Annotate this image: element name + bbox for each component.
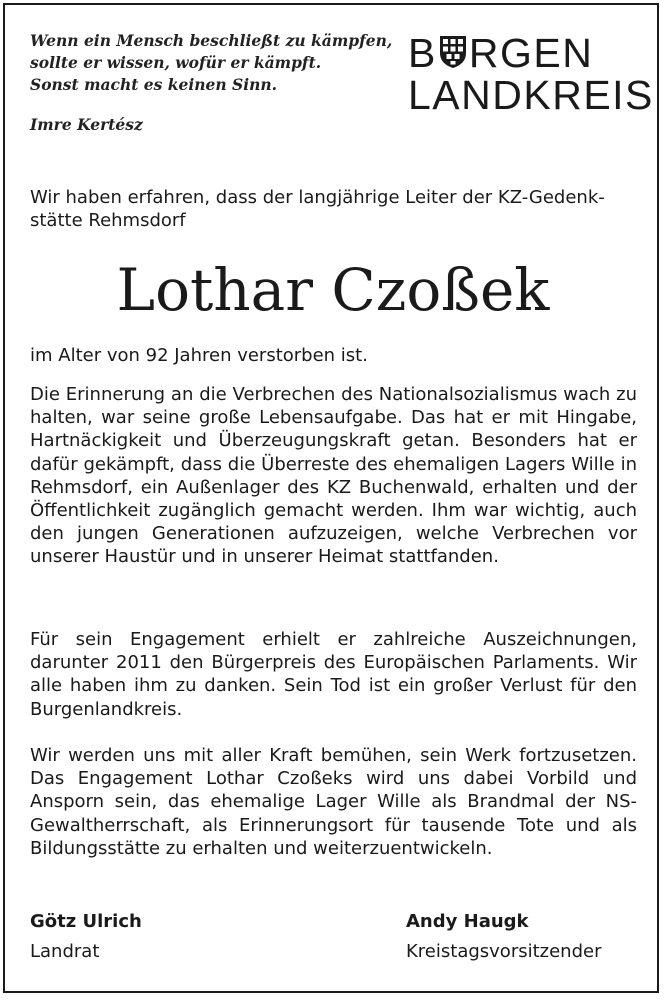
quote-line: Wenn ein Mensch beschließt zu kämpfen, (30, 31, 393, 50)
intro-line: stätte Rehmsdorf (30, 210, 186, 232)
paragraph-legacy: Die Erinnerung an die Verbrechen des Nationalsozialismus wach zu halten, war seine große Lebensaufgabe. Das hat er mit Hingabe, Hartnäckigkeit und Überzeugungskraft getan. Besonders hat er dafür gekämpft, dass die Überreste des ehemaligen Lagers Wille in Rehmsdorf, ein Außenlager des KZ Buchenwald, erhalten und der Öffentlichkeit zugänglich gemacht werden. Ihm war wichtig, auch den jungen Generationen aufzuzeigen, welche Verbrechen vor unserer Haustür und in unserer Heimat stattfanden. (30, 384, 637, 568)
logo-line-2: LANDKREIS (408, 72, 654, 118)
paragraph-awards: Für sein Engagement erhielt er zahlreiche Auszeichnungen, darunter 2011 den Bürgerpreis des Europäischen Parlaments. Wir alle haben ihm zu danken. Sein Tod ist ein großer Verlust für den Burgenlandkreis. (30, 629, 637, 720)
signatory-name: Andy Haugk (406, 911, 529, 932)
coat-of-arms-icon (439, 35, 467, 69)
quote-line: sollte er wissen, wofür er kämpft. (30, 53, 322, 72)
quote-line: Sonst macht es keinen Sinn. (30, 75, 278, 94)
paragraph-commitment: Wir werden uns mit aller Kraft bemühen, sein Werk fortzusetzen. Das Engagement Lothar Czoßeks wird uns dabei Vorbild und Ansporn sein, das ehemalige Lager Wille als Brandmal der NS-Gewaltherrschaft, als Erinnerungsort für tausende Tote und als Bildungsstätte zu erhalten und weiterzuentwickeln. (30, 745, 637, 859)
logo-line-1 (408, 32, 638, 74)
logo-text-end: RGEN (468, 30, 594, 76)
logo-text-start: B (408, 30, 437, 76)
age-line: im Alter von 92 Jahren verstorben ist. (30, 345, 368, 366)
burgenlandkreis-logo (408, 30, 654, 118)
signatory-role: Landrat (30, 941, 100, 962)
intro-line: Wir haben erfahren, dass der langjährige Leiter der KZ-Gedenk- (30, 187, 605, 208)
signatory-role: Kreistagsvorsitzender (406, 941, 602, 962)
intro-text (30, 186, 637, 232)
quote-author: Imre Kertész (30, 115, 143, 134)
deceased-name: Lothar Czoßek (116, 256, 550, 324)
epigraph-quote (30, 30, 392, 96)
signatory-name: Götz Ulrich (30, 911, 142, 932)
